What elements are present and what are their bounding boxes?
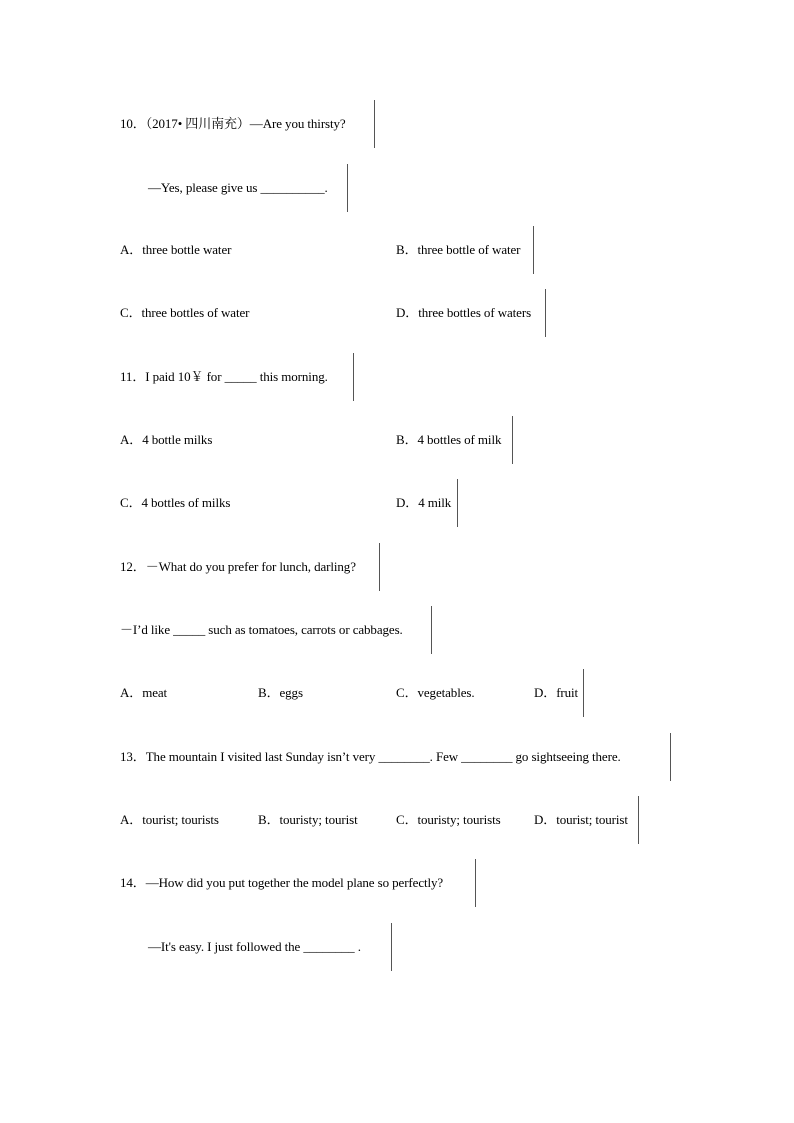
line-end-marker — [457, 479, 458, 527]
q13-option-c: C．touristy; tourists — [396, 812, 501, 827]
line-end-marker — [512, 416, 513, 464]
line-end-marker — [391, 923, 392, 971]
line-end-marker — [638, 796, 639, 844]
q14-stem: 14．—How did you put together the model plane so perfectly? — [120, 875, 444, 890]
q10-option-c: C．three bottles of water — [120, 305, 250, 320]
q12-option-b: B．eggs — [258, 685, 303, 700]
q12-option-c: C．vegetables. — [396, 685, 475, 700]
q13-option-b: B．touristy; tourist — [258, 812, 358, 827]
q13-option-d: D．tourist; tourist — [534, 812, 628, 827]
line-end-marker — [353, 353, 354, 401]
q11-option-a: A．4 bottle milks — [120, 432, 213, 447]
q11-option-b: B．4 bottles of milk — [396, 432, 502, 447]
q12-option-d: D．fruit — [534, 685, 579, 700]
q12-stem: 12．－What do you prefer for lunch, darling? — [120, 559, 356, 574]
q10-option-b: B．three bottle of water — [396, 242, 521, 257]
line-end-marker — [545, 289, 546, 337]
line-end-marker — [533, 226, 534, 274]
q10-reply: —Yes, please give us __________. — [148, 180, 328, 195]
line-end-marker — [475, 859, 476, 907]
line-end-marker — [347, 164, 348, 212]
q10-option-d: D．three bottles of waters — [396, 305, 532, 320]
q11-stem: 11．I paid 10￥ for _____ this morning. — [120, 369, 328, 384]
line-end-marker — [379, 543, 380, 591]
line-end-marker — [583, 669, 584, 717]
q11-option-d: D．4 milk — [396, 495, 452, 510]
q12-option-a: A．meat — [120, 685, 168, 700]
q11-option-c: C．4 bottles of milks — [120, 495, 231, 510]
q10-option-a: A．three bottle water — [120, 242, 232, 257]
q10-stem: 10．（2017• 四川南充）—Are you thirsty? — [120, 116, 346, 131]
q14-reply: —It's easy. I just followed the ________ . — [148, 939, 361, 954]
q12-reply: －I’d like _____ such as tomatoes, carrots or cabbages. — [120, 622, 403, 637]
line-end-marker — [670, 733, 671, 781]
q13-option-a: A．tourist; tourists — [120, 812, 219, 827]
line-end-marker — [431, 606, 432, 654]
line-end-marker — [374, 100, 375, 148]
q13-stem: 13．The mountain I visited last Sunday isn’t very ________. Few ________ go sightseeing there. — [120, 749, 621, 764]
